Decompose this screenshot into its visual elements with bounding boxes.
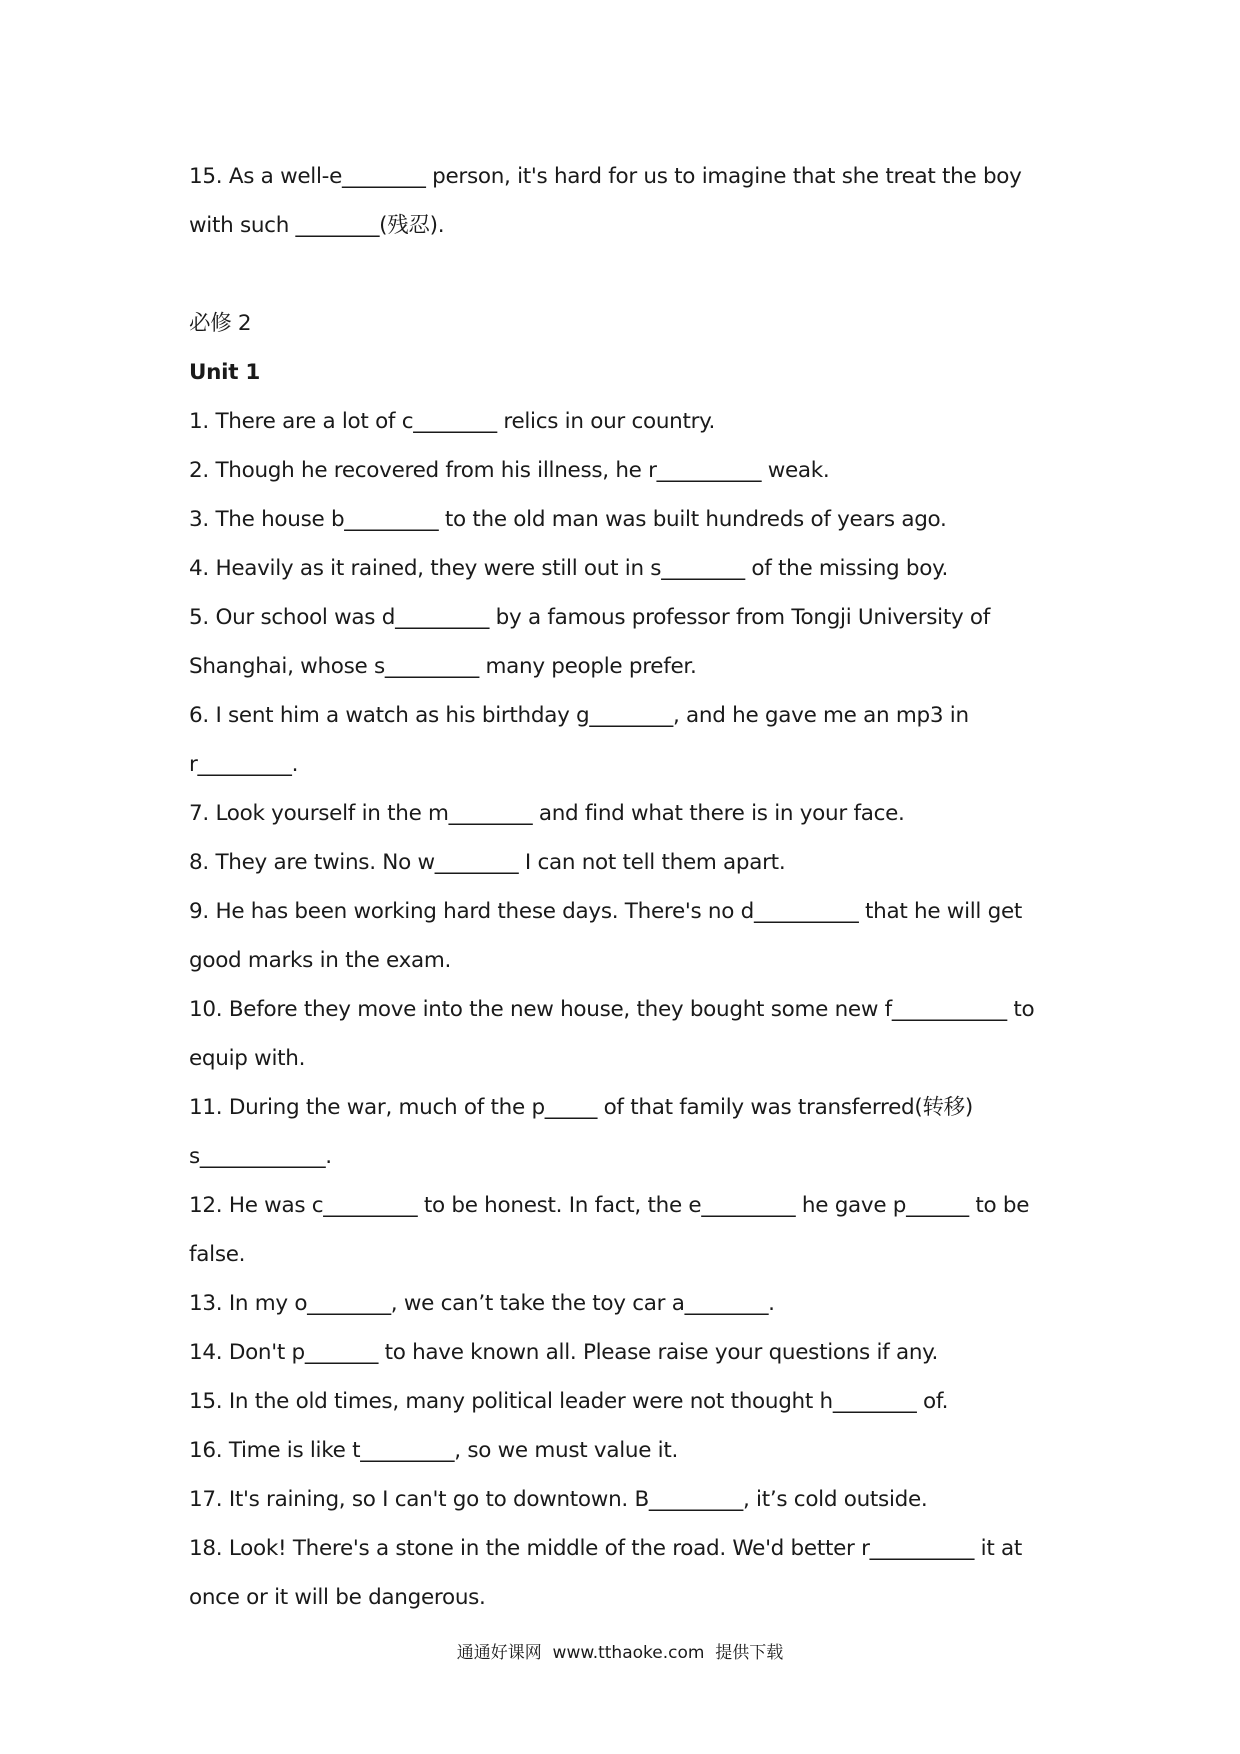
question-12-line-1: 12. He was c_________ to be honest. In fact, the e_________ he gave p______ to be <box>189 1193 1030 1218</box>
spacer <box>189 250 1069 299</box>
question-11-line-1: 11. During the war, much of the p_____ of that family was transferred(转移) <box>189 1095 973 1120</box>
question-11-line-2: s____________. <box>189 1144 332 1169</box>
question-8: 8. They are twins. No w________ I can not tell them apart. <box>189 850 786 875</box>
question-9-line-2: good marks in the exam. <box>189 948 452 973</box>
question-3: 3. The house b_________ to the old man was built hundreds of years ago. <box>189 507 947 532</box>
question-2: 2. Though he recovered from his illness, he r__________ weak. <box>189 458 830 483</box>
question-10-line-2: equip with. <box>189 1046 306 1071</box>
question-14: 14. Don't p_______ to have known all. Please raise your questions if any. <box>189 1340 939 1365</box>
question-12-line-2: false. <box>189 1242 246 1267</box>
question-17: 17. It's raining, so I can't go to downtown. B_________, it’s cold outside. <box>189 1487 928 1512</box>
question-10-line-1: 10. Before they move into the new house, they bought some new f___________ to <box>189 997 1035 1022</box>
question-18-line-1: 18. Look! There's a stone in the middle of the road. We'd better r__________ it at <box>189 1536 1023 1561</box>
unit-title: Unit 1 <box>189 360 261 385</box>
question-5-line-2: Shanghai, whose s_________ many people prefer. <box>189 654 697 679</box>
section-title: 必修 2 <box>189 311 252 336</box>
document-page <box>189 152 1069 1622</box>
question-15: 15. In the old times, many political leader were not thought h________ of. <box>189 1389 949 1414</box>
question-9-line-1: 9. He has been working hard these days. There's no d__________ that he will get <box>189 899 1023 924</box>
question-15-line-1: 15. As a well-e________ person, it's hard for us to imagine that she treat the boy <box>189 164 1022 189</box>
question-6-line-1: 6. I sent him a watch as his birthday g________, and he gave me an mp3 in <box>189 703 969 728</box>
question-13: 13. In my o________, we can’t take the toy car a________. <box>189 1291 775 1316</box>
question-18-line-2: once or it will be dangerous. <box>189 1585 486 1610</box>
question-16: 16. Time is like t_________, so we must value it. <box>189 1438 678 1463</box>
page-footer: 通通好课网 www.tthaoke.com 提供下载 <box>456 1643 784 1663</box>
question-5-line-1: 5. Our school was d_________ by a famous professor from Tongji University of <box>189 605 991 630</box>
question-7: 7. Look yourself in the m________ and find what there is in your face. <box>189 801 905 826</box>
question-1: 1. There are a lot of c________ relics in our country. <box>189 409 716 434</box>
question-15-line-2: with such ________(残忍). <box>189 213 445 238</box>
question-6-line-2: r_________. <box>189 752 299 777</box>
question-4: 4. Heavily as it rained, they were still out in s________ of the missing boy. <box>189 556 949 581</box>
